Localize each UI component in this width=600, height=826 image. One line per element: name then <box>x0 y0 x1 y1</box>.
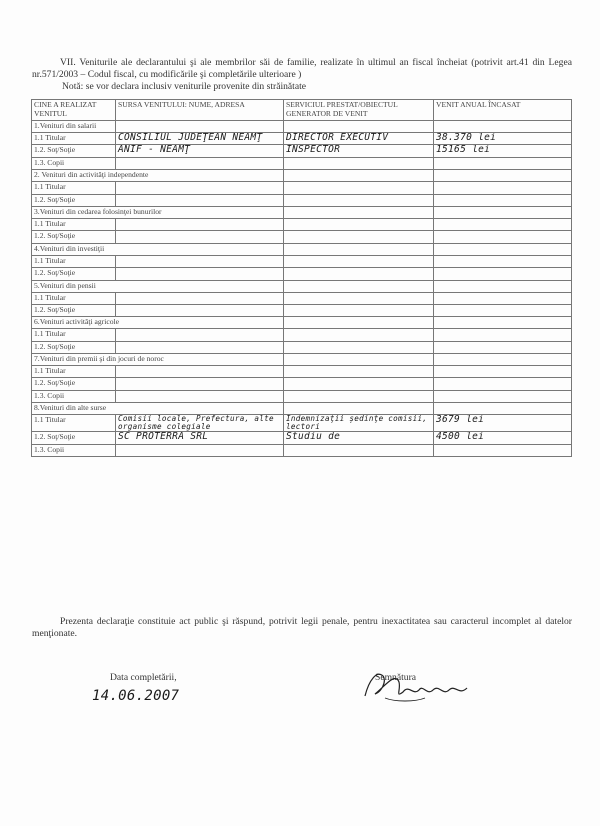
row-source <box>116 366 284 378</box>
table-row <box>32 231 572 243</box>
table-row <box>32 194 572 206</box>
table-cell <box>284 354 434 366</box>
table-cell <box>284 121 434 133</box>
category-row <box>32 280 572 292</box>
category-title: 1.Venituri din salarii <box>32 121 116 133</box>
table-row <box>32 432 572 444</box>
row-service <box>284 194 434 206</box>
row-service: DIRECTOR EXECUTIV <box>284 133 434 145</box>
row-who: 1.2. Soţ/Soţie <box>32 432 116 444</box>
row-source <box>116 444 284 456</box>
row-who: 1.3. Copii <box>32 444 116 456</box>
income-table <box>31 99 572 457</box>
row-service <box>284 378 434 390</box>
header-amount: VENIT ANUAL ÎNCASAT <box>434 100 572 121</box>
row-who: 1.2. Soţ/Soţie <box>32 304 116 316</box>
table-row <box>32 182 572 194</box>
row-amount <box>434 194 572 206</box>
table-row <box>32 329 572 341</box>
table-header-row <box>32 100 572 121</box>
category-row <box>32 403 572 415</box>
table-cell <box>434 170 572 182</box>
closing-statement: Prezenta declaraţie constituie act public şi răspund, potrivit legii penale, pentru inexactitatea sau caracterul incomplet al datelor menţionate. <box>32 616 572 639</box>
table-cell <box>284 206 434 218</box>
category-row <box>32 206 572 218</box>
row-amount <box>434 255 572 267</box>
row-source <box>116 218 284 230</box>
row-who: 1.2. Soţ/Soţie <box>32 194 116 206</box>
row-who: 1.3. Copii <box>32 157 116 169</box>
table-row <box>32 292 572 304</box>
row-source <box>116 268 284 280</box>
table-row <box>32 444 572 456</box>
header-source: SURSA VENITULUI: NUME, ADRESA <box>116 100 284 121</box>
row-who: 1.2. Soţ/Soţie <box>32 268 116 280</box>
row-who: 1.1 Titular <box>32 133 116 145</box>
row-service <box>284 444 434 456</box>
row-service <box>284 231 434 243</box>
row-who: 1.1 Titular <box>32 329 116 341</box>
row-service <box>284 366 434 378</box>
row-amount <box>434 157 572 169</box>
row-source: ANIF - NEAMŢ <box>116 145 284 157</box>
header-service: SERVICIUL PRESTAT/OBIECTUL GENERATOR DE VENIT <box>284 100 434 121</box>
row-amount <box>434 231 572 243</box>
row-service <box>284 292 434 304</box>
row-service: INSPECTOR <box>284 145 434 157</box>
row-who: 1.2. Soţ/Soţie <box>32 378 116 390</box>
row-service: Studiu de <box>284 432 434 444</box>
row-amount <box>434 329 572 341</box>
table-cell <box>284 170 434 182</box>
category-title: 6.Venituri activităţi agricole <box>32 317 284 329</box>
row-who: 1.2. Soţ/Soţie <box>32 145 116 157</box>
header-who: CINE A REALIZAT VENITUL <box>32 100 116 121</box>
table-cell <box>284 243 434 255</box>
table-row <box>32 133 572 145</box>
row-source <box>116 231 284 243</box>
category-row <box>32 121 572 133</box>
row-who: 1.2. Soţ/Soţie <box>32 231 116 243</box>
category-title: 5.Venituri din pensii <box>32 280 284 292</box>
row-who: 1.2. Soţ/Soţie <box>32 341 116 353</box>
table-row <box>32 341 572 353</box>
income-section-intro <box>32 57 572 93</box>
row-source <box>116 390 284 402</box>
row-amount: 3679 lei <box>434 415 572 432</box>
table-row <box>32 255 572 267</box>
row-amount: 38.370 lei <box>434 133 572 145</box>
table-row <box>32 415 572 432</box>
table-cell <box>284 317 434 329</box>
table-row <box>32 218 572 230</box>
category-title: 7.Venituri din premii şi din jocuri de noroc <box>32 354 284 366</box>
row-amount <box>434 292 572 304</box>
category-title: 4.Venituri din investiţii <box>32 243 284 255</box>
table-cell <box>434 243 572 255</box>
row-source <box>116 329 284 341</box>
row-amount <box>434 218 572 230</box>
row-service <box>284 329 434 341</box>
row-source: CONSILIUL JUDEŢEAN NEAMŢ <box>116 133 284 145</box>
table-row <box>32 157 572 169</box>
row-who: 1.3. Copii <box>32 390 116 402</box>
row-source <box>116 341 284 353</box>
row-service: Indemnizaţii ședinţe comisii, lectori <box>284 415 434 432</box>
row-service <box>284 304 434 316</box>
category-title: 3.Venituri din cedarea folosinţei bunurilor <box>32 206 284 218</box>
row-source <box>116 194 284 206</box>
row-service <box>284 341 434 353</box>
row-amount <box>434 304 572 316</box>
date-value: 14.06.2007 <box>92 688 180 704</box>
row-source <box>116 378 284 390</box>
row-source <box>116 157 284 169</box>
row-amount: 4500 lei <box>434 432 572 444</box>
section-heading: VII. Veniturile ale declarantului şi ale membrilor săi de familie, realizate în ultimul an fiscal încheiat (potrivit art.41 din Legea nr.571/2003 – Codul fiscal, cu modificările şi completările ulterioare ) <box>32 57 572 80</box>
category-row <box>32 317 572 329</box>
category-title: 8.Venituri din alte surse <box>32 403 284 415</box>
signature-label: Semnătura <box>375 672 417 683</box>
signature-mark <box>355 662 485 710</box>
table-cell <box>434 121 572 133</box>
row-service <box>284 218 434 230</box>
row-who: 1.1 Titular <box>32 255 116 267</box>
row-amount <box>434 444 572 456</box>
category-row <box>32 170 572 182</box>
row-amount <box>434 366 572 378</box>
table-cell <box>116 121 284 133</box>
table-row <box>32 366 572 378</box>
date-label: Data completării, <box>110 672 177 683</box>
row-service <box>284 182 434 194</box>
table-row <box>32 390 572 402</box>
row-who: 1.1 Titular <box>32 218 116 230</box>
table-row <box>32 378 572 390</box>
table-cell <box>434 280 572 292</box>
row-service <box>284 268 434 280</box>
row-service <box>284 390 434 402</box>
category-row <box>32 243 572 255</box>
row-source <box>116 292 284 304</box>
row-amount <box>434 341 572 353</box>
row-source <box>116 182 284 194</box>
row-source <box>116 255 284 267</box>
category-row <box>32 354 572 366</box>
row-amount: 15165 lei <box>434 145 572 157</box>
row-amount <box>434 182 572 194</box>
row-service <box>284 157 434 169</box>
row-amount <box>434 268 572 280</box>
table-cell <box>434 403 572 415</box>
category-title: 2. Venituri din activităţi independente <box>32 170 284 182</box>
foreign-income-note: Notă: se vor declara inclusiv veniturile provenite din străinătate <box>62 81 307 92</box>
table-cell <box>284 280 434 292</box>
table-cell <box>284 403 434 415</box>
row-service <box>284 255 434 267</box>
table-cell <box>434 354 572 366</box>
row-who: 1.1 Titular <box>32 415 116 432</box>
row-source <box>116 304 284 316</box>
row-amount <box>434 390 572 402</box>
row-source: SC PROTERRA SRL <box>116 432 284 444</box>
row-source: Comisii locale, Prefectura, alte organisme colegiale <box>116 415 284 432</box>
table-cell <box>434 206 572 218</box>
row-who: 1.1 Titular <box>32 182 116 194</box>
table-cell <box>434 317 572 329</box>
row-who: 1.1 Titular <box>32 292 116 304</box>
row-amount <box>434 378 572 390</box>
table-row <box>32 304 572 316</box>
table-row <box>32 268 572 280</box>
row-who: 1.1 Titular <box>32 366 116 378</box>
table-row <box>32 145 572 157</box>
